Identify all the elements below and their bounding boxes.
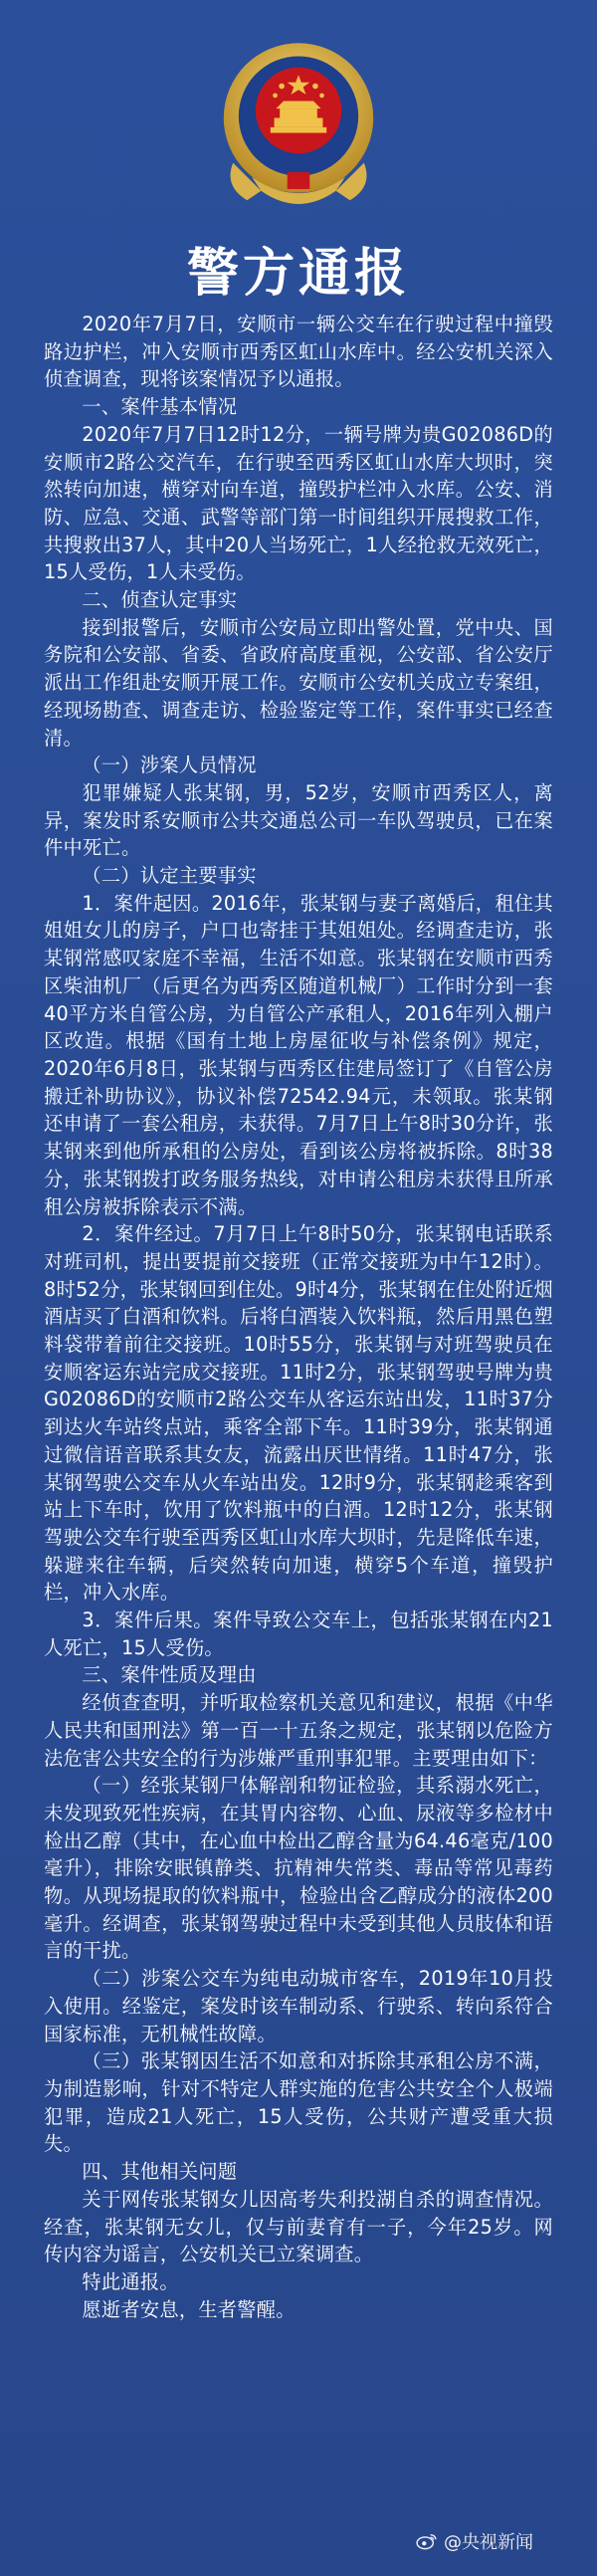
paragraph: 2020年7月7日12时12分，一辆号牌为贵G02086D的安顺市2路公交汽车，在行驶至西秀区虹山水库大坝时，突然转向加速，横穿对向车道，撞毁护栏冲入水库。公安、消防、应急、交通、武警等部门第一时间组织开展搜救工作，共搜救出37人，其中20人当场死亡，1人经抢救无效死亡，15人受伤，1人未受伤。: [44, 422, 553, 584]
paragraph: 犯罪嫌疑人张某钢，男，52岁，安顺市西秀区人，离异，案发时系安顺市公共交通总公司一车队驾驶员，已在案件中死亡。: [44, 780, 553, 860]
weibo-icon: [416, 2532, 438, 2550]
paragraph: 特此通报。: [82, 2269, 179, 2293]
paragraph: 2020年7月7日，安顺市一辆公交车在行驶过程中撞毁路边护栏，冲入安顺市西秀区虹山水库中。经公安机关深入侦查调查，现将该案情况予以通报。: [44, 313, 553, 391]
subsection-heading: （二）认定主要事实: [82, 864, 257, 888]
section-heading: 四、其他相关问题: [82, 2160, 238, 2184]
paragraph: （一）经张某钢尸体解剖和物证检验，其系溺水死亡，未发现致死性疾病，在其胃内容物、心血、尿液等多检材中检出乙醇（其中，在心血中检出乙醇含量为64.46毫克/100毫升），排除安眠镇静类、抗精神失常类、毒品等常见毒药物。从现场提取的饮料瓶中，检验出含乙醇成分的液体200毫升。经调查，张某钢驾驶过程中未受到其他人员肢体和语言的干扰。: [44, 1774, 553, 1963]
subsection-heading: （一）涉案人员情况: [82, 753, 257, 777]
source-watermark: [416, 2528, 533, 2554]
section-heading: 三、案件性质及理由: [82, 1663, 257, 1687]
paragraph: 3．案件后果。案件导致公交车上，包括张某钢在内21人死亡，15人受伤。: [44, 1609, 553, 1659]
paragraph: 1．案件起因。2016年，张某钢与妻子离婚后，租住其姐姐女儿的房子，户口也寄挂于其姐姐处。经调查走访，张某钢常感叹家庭不幸福，生活不如意。张某钢在安顺市西秀区柴油机厂（后更名为西秀区随道机械厂）工作时分到一套40平方米自管公房，为自管公产承租人，2016年列入棚户区改造。根据《国有土地上房屋征收与补偿条例》规定，2020年6月8日，张某钢与西秀区住建局签订了《自管公房搬迁补助协议》，协议补偿72542.94元，未领取。张某钢还申请了一套公租房，未获得。7月7日上午8时30分许，张某钢来到他所承租的公房处，看到该公房将被拆除。8时38分，张某钢拨打政务服务热线，对申请公租房未获得且所承租公房被拆除表示不满。: [44, 891, 553, 1218]
paragraph: （三）张某钢因生活不如意和对拆除其承租公房不满，为制造影响，针对不特定人群实施的危害公共安全个人极端犯罪，造成21人死亡，15人受伤，公共财产遭受重大损失。: [44, 2049, 553, 2156]
police-emblem-icon: [205, 32, 392, 219]
watermark-text: @央视新闻: [444, 2532, 533, 2553]
page-title: 警方通报: [186, 243, 410, 304]
paragraph: （二）涉案公交车为纯电动城市客车，2019年10月投入使用。经鉴定，案发时该车制动系、行驶系、转向系符合国家标准，无机械性故障。: [44, 1967, 553, 2045]
section-heading: 二、侦查认定事实: [82, 588, 238, 612]
paragraph: 关于网传张某钢女儿因高考失利投湖自杀的调查情况。经查，张某钢无女儿，仅与前妻育有一子，今年25岁。网传内容为谣言，公安机关已立案调查。: [44, 2187, 553, 2266]
section-heading: 一、案件基本情况: [82, 395, 238, 419]
paragraph: 2．案件经过。7月7日上午8时50分，张某钢电话联系对班司机，提出要提前交接班（正常交接班为中午12时）。8时52分，张某钢回到住处。9时4分，张某钢在住处附近烟酒店买了白酒和饮料。后将白酒装入饮料瓶，然后用黑色塑料袋带着前往交接班。10时55分，张某钢与对班驾驶员在安顺客运东站完成交接班。11时2分，张某钢驾驶号牌为贵G02086D的安顺市2路公交车从客运东站出发，11时37分到达火车站终点站，乘客全部下车。11时39分，张某钢通过微信语音联系其女友，流露出厌世情绪。11时47分，张某钢驾驶公交车从火车站出发。12时9分，张某钢趁乘客到站上下车时，饮用了饮料瓶中的白酒。12时12分，张某钢驾驶公交车行驶至西秀区虹山水库大坝时，先是降低车速，躲避来往车辆，后突然转向加速，横穿5个车道，撞毁护栏，冲入水库。: [44, 1222, 553, 1605]
paragraph: 愿逝者安息，生者警醒。: [82, 2297, 296, 2321]
paragraph: 经侦查查明，并听取检察机关意见和建议，根据《中华人民共和国刑法》第一百一十五条之规定，张某钢以危险方法危害公共安全的行为涉嫌严重刑事犯罪。主要理由如下：: [44, 1691, 553, 1770]
paragraph: 接到报警后，安顺市公安局立即出警处置，党中央、国务院和公安部、省委、省政府高度重视，公安部、省公安厅派出工作组赴安顺开展工作。安顺市公安机关成立专案组，经现场勘查、调查走访、检验鉴定等工作，案件事实已经查清。: [44, 615, 553, 750]
notice-body: [44, 311, 553, 2323]
